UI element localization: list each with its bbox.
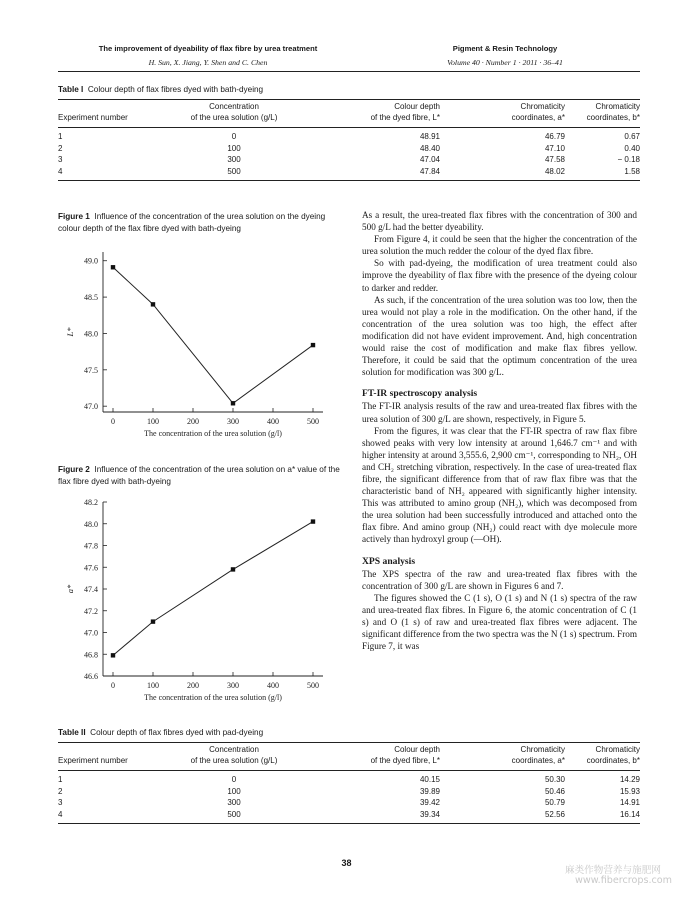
table2-caption (58, 727, 263, 739)
y-tick-label: 46.6 (84, 672, 98, 681)
y-tick-label: 48.0 (84, 519, 98, 529)
figure2-caption (58, 464, 343, 488)
table-cell: 16.14 (565, 809, 640, 824)
paragraph: The figures showed the C (1 s), O (1 s) and N (1 s) spectra of the raw and urea-treated flax fibres. In Figure 6, the atomic concentration of C (1 s) and O (1 s) of raw and urea-treated flax fibres were adjacent. The significant difference from the two spectra was the N (1 s) spectrum. From Figure 7, it was (362, 592, 637, 652)
y-tick-label: 47.8 (84, 541, 98, 551)
figure2-chart (58, 494, 338, 709)
table-cell: 0.67 (624, 132, 640, 141)
data-point (311, 519, 315, 523)
table-cell: 14.29 (619, 775, 640, 784)
table-cell: 3 (58, 155, 63, 165)
column-header: Colour depth of the dyed fibre, L* (290, 101, 440, 128)
y-tick-label: 46.8 (84, 650, 98, 660)
series-line (113, 267, 313, 403)
table2 (58, 744, 640, 824)
data-point (111, 653, 115, 657)
paragraph: From the figures, it was clear that the FT-IR spectra of raw flax fibre showed peaks with very low intensity at around 1,646.7 cm⁻¹ and with higher intensity at around 3,555.6, 2,900 cm⁻¹, corresponding to NH₂, OH and CH₂ stretching vibration, respectively. In the case of urea-treated flax fibre, the significant difference from that of raw flax fibre was that the characteristic band of NH₂ appeared with significantly higher intensity. This was attributed to amino group (NH₂), which was decomposed from the urea solution had been successfully introduced and attached onto the flax fibre. And amino group (NH₂) could react with dye molecule more actively than hydroxyl group (—OH). (362, 425, 637, 545)
data-point (231, 401, 235, 405)
x-tick-label: 300 (227, 417, 239, 426)
paragraph: As such, if the concentration of the urea solution was too low, then the urea would not play a role in the modification. On the other hand, if the concentration of the urea solution was too high, the effect after modification did not have evident improvement. And, high concentration would raise the cost of modification and make flax fibres yellow. Therefore, it could be said that the optimum concentration of the urea solution for modification was 300 g/L. (362, 294, 637, 378)
table-cell: 47.10 (544, 143, 565, 153)
y-tick-label: 47.6 (84, 563, 98, 573)
y-tick-label: 47.5 (84, 365, 98, 375)
table-cell: 100 (227, 143, 241, 153)
journal-citation: Volume 40 · Number 1 · 2011 · 36–41 (447, 58, 563, 67)
table-cell: 15.93 (619, 786, 640, 796)
table1 (58, 101, 640, 181)
table-cell: 4 (58, 166, 178, 181)
x-tick-label: 0 (111, 417, 115, 426)
paragraph: The FT-IR analysis results of the raw and urea-treated flax fibres with the urea solution of 300 g/L are shown, respectively, in Figure 5. (362, 401, 637, 424)
watermark-url: www.fibercrops.com (575, 875, 672, 886)
data-point (231, 567, 235, 571)
figure1-chart (58, 246, 338, 451)
table-row (58, 809, 640, 824)
x-tick-label: 400 (267, 417, 279, 426)
x-tick-label: 200 (187, 417, 199, 426)
table1-top-rule (58, 99, 640, 100)
column-header: Chromaticity coordinates, b* (565, 744, 640, 771)
y-tick-label: 49.0 (84, 256, 98, 266)
table-cell: 48.02 (440, 166, 565, 181)
table-cell: 0 (231, 775, 237, 784)
y-tick-label: 47.0 (84, 402, 98, 412)
table-cell: 50.79 (544, 798, 565, 808)
table-cell: 48.40 (419, 143, 440, 153)
column-header: Concentration of the urea solution (g/L) (178, 744, 290, 771)
table2-caption-text: Colour depth of flax fibres dyed with pad-dyeing (90, 728, 264, 737)
section-heading-xps: XPS analysis (362, 555, 416, 567)
table-cell: 500 (178, 166, 290, 181)
table-cell: 50.46 (544, 786, 565, 796)
data-point (111, 265, 115, 269)
table-cell: 4 (58, 809, 178, 824)
table-row (58, 797, 640, 809)
y-tick-label: 48.2 (84, 498, 98, 507)
table-cell: 39.89 (419, 786, 440, 796)
y-axis-label: a* (65, 584, 75, 594)
figure1-label: Figure 1 (58, 212, 90, 221)
page-number: 38 (341, 858, 352, 868)
table-row (58, 154, 640, 166)
figure1-caption (58, 211, 333, 235)
x-tick-label: 300 (227, 681, 239, 690)
table-row (58, 143, 640, 155)
y-tick-label: 47.2 (84, 606, 98, 616)
table-cell: 3 (58, 798, 63, 808)
header-rule (58, 71, 640, 72)
x-tick-label: 500 (307, 681, 319, 690)
table-row (58, 166, 640, 181)
figure1-caption-text: Influence of the concentration of the urea solution on the dyeing colour depth of the flax fibre dyed with bath-dyeing (58, 212, 326, 233)
table-row (58, 771, 640, 786)
table-cell: 300 (227, 798, 241, 808)
running-authors: H. Sun, X. Jiang, Y. Shen and C. Chen (148, 58, 268, 67)
y-tick-label: 47.0 (84, 628, 98, 638)
table1-caption (58, 84, 263, 96)
running-title: The improvement of dyeability of flax fibre by urea treatment (98, 44, 318, 53)
table2-label: Table II (58, 728, 86, 737)
table1-caption-text: Colour depth of flax fibres dyed with bath-dyeing (87, 85, 264, 94)
y-tick-label: 48.0 (84, 329, 98, 339)
column-header: Chromaticity coordinates, b* (565, 101, 640, 128)
x-tick-label: 500 (307, 417, 319, 426)
table-cell: 1 (58, 775, 63, 784)
x-tick-label: 200 (187, 681, 199, 690)
table-header-row (58, 744, 640, 771)
table-cell: 2 (58, 786, 63, 796)
paragraph: So with pad-dyeing, the modification of urea treatment could also improve the dyeability of flax fibre with the presence of the dyeing colour to darker and redder. (362, 258, 637, 293)
y-tick-label: 48.5 (84, 293, 98, 303)
table-cell: 100 (227, 786, 241, 796)
table-cell: 300 (227, 155, 241, 165)
table-cell: 47.04 (419, 155, 440, 165)
journal-name: Pigment & Resin Technology (452, 44, 558, 53)
x-tick-label: 100 (147, 681, 159, 690)
table2-top-rule (58, 742, 640, 743)
table-cell: 0 (231, 132, 237, 141)
body-text-column (362, 209, 637, 652)
table-cell: 0.40 (624, 143, 640, 153)
x-tick-label: 400 (267, 681, 279, 690)
table-cell: 1.58 (565, 166, 640, 181)
x-tick-label: 0 (111, 681, 115, 690)
column-header: Chromaticity coordinates, a* (440, 101, 565, 128)
table-cell: 50.30 (544, 775, 565, 784)
table-row (58, 128, 640, 143)
figure2-label: Figure 2 (58, 465, 90, 474)
column-header: Chromaticity coordinates, a* (440, 744, 565, 771)
column-header: Experiment number (58, 744, 178, 771)
column-header: Experiment number (58, 101, 178, 128)
table-cell: 47.58 (544, 155, 565, 165)
paragraph: The XPS spectra of the raw and urea-treated flax fibres with the concentration of 300 g/L are shown in Figures 6 and 7. (362, 568, 637, 591)
table1-label: Table I (58, 85, 84, 94)
table-cell: 500 (178, 809, 290, 824)
x-tick-label: 100 (147, 417, 159, 426)
data-point (311, 343, 315, 347)
data-point (151, 619, 155, 623)
table-row (58, 786, 640, 798)
series-line (113, 522, 313, 656)
data-point (151, 302, 155, 306)
table-cell: 40.15 (419, 775, 440, 784)
table-cell: 47.84 (290, 166, 440, 181)
y-tick-label: 47.4 (84, 585, 98, 594)
x-axis-label: The concentration of the urea solution (g/l) (144, 693, 282, 702)
table-cell: 2 (58, 143, 63, 153)
table-cell: 14.91 (619, 798, 640, 808)
table-cell: − 0.18 (617, 155, 640, 165)
watermark-text: 麻类作物营养与施肥网 (565, 865, 661, 876)
table-cell: 46.79 (544, 132, 565, 141)
table-cell: 39.34 (290, 809, 440, 824)
table-cell: 48.91 (419, 132, 440, 141)
table-cell: 39.42 (419, 798, 440, 808)
section-heading-ftir: FT-IR spectroscopy analysis (362, 388, 478, 400)
column-header: Concentration of the urea solution (g/L) (178, 101, 290, 128)
column-header: Colour depth of the dyed fibre, L* (290, 744, 440, 771)
x-axis-label: The concentration of the urea solution (g/l) (144, 429, 282, 438)
table-cell: 1 (58, 132, 63, 141)
figure2-caption-text: Influence of the concentration of the urea solution on a* value of the flax fibre dyed with bath-dyeing (58, 465, 340, 486)
table-cell: 52.56 (440, 809, 565, 824)
paragraph: From Figure 4, it could be seen that the higher the concentration of the urea solution the much redder the colour of the dyed flax fibre. (362, 234, 637, 257)
y-axis-label: L* (65, 327, 75, 337)
paragraph: As a result, the urea-treated flax fibres with the concentration of 300 and 500 g/L had the better dyeability. (362, 210, 637, 233)
table-header-row (58, 101, 640, 128)
